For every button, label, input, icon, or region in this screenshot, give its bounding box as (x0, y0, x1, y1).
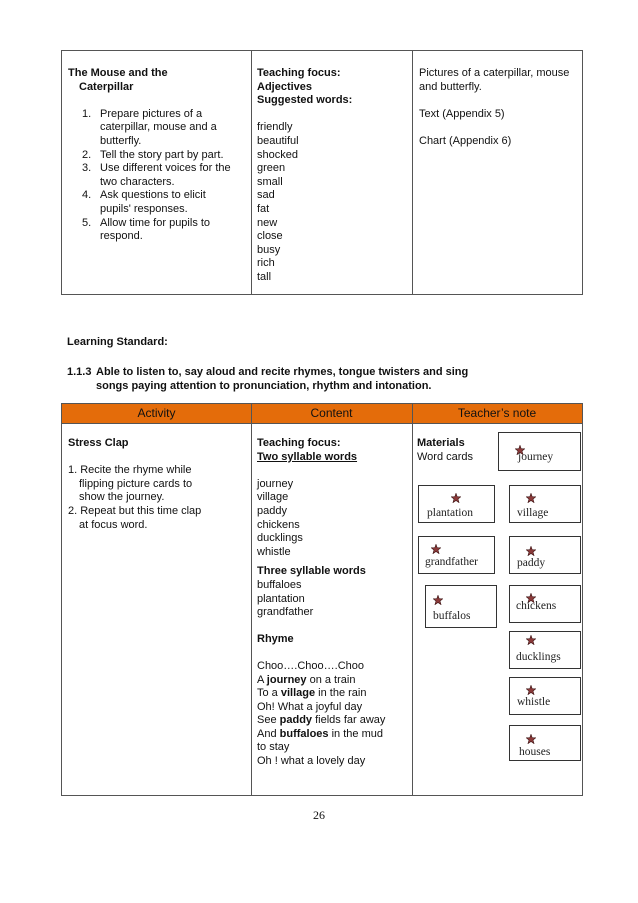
rhyme-segment: Oh ! what a lovely day (257, 755, 366, 768)
word-card-label: whistle (517, 696, 551, 708)
lesson-step (68, 149, 248, 163)
rhyme-text (257, 660, 409, 769)
rhyme-segment: A (257, 673, 267, 686)
activity-title: Stress Clap (68, 437, 129, 449)
rhyme-focus-word: buffaloes (279, 727, 329, 740)
content-cell (257, 437, 409, 769)
lesson-title: The Mouse and the (68, 67, 168, 79)
two-syllable-list (257, 478, 409, 560)
lesson-activity-cell (68, 67, 248, 244)
word-card-journey (498, 432, 581, 471)
suggested-word: beautiful (257, 134, 299, 147)
step-text: butterfly. (100, 134, 142, 147)
star-icon (526, 734, 536, 744)
suggested-words-list (257, 121, 407, 284)
word-card-grandfather (418, 536, 495, 574)
materials-text: and butterfly. (419, 80, 482, 93)
column-divider (251, 51, 252, 294)
three-syllable-list (257, 579, 409, 620)
rhyme-line (257, 741, 409, 755)
lesson-step (68, 189, 248, 216)
two-syllable-word: village (257, 491, 289, 504)
word-card-label: paddy (517, 557, 546, 569)
page-number: 26 (313, 808, 325, 822)
activity-step-text: at focus word. (79, 518, 148, 531)
three-syllable-word: plantation (257, 592, 305, 605)
two-syllable-label: Two syllable words (257, 450, 358, 463)
star-icon (433, 595, 443, 605)
suggested-word: busy (257, 243, 281, 256)
rhyme-focus-word: journey (266, 673, 307, 686)
word-card-chickens (509, 585, 581, 623)
suggested-word: sad (257, 189, 275, 202)
activity-steps-list (68, 464, 248, 532)
suggested-word: tall (257, 270, 272, 283)
suggested-word: shocked (257, 148, 298, 161)
three-syllable-word: buffaloes (257, 578, 302, 591)
step-number: 3. (82, 162, 92, 175)
step-number: 1. (82, 107, 92, 120)
three-syllable-word: grandfather (257, 606, 314, 619)
activity-step-text: 2. Repeat but this time clap (68, 504, 202, 517)
materials-value: Word cards (417, 450, 474, 463)
rhyme-segment: See (257, 714, 280, 727)
lesson-step (68, 108, 248, 149)
materials-label: Materials (417, 437, 465, 449)
two-syllable-word: paddy (257, 504, 287, 517)
rhyme-segment: Oh! What a joyful day (257, 700, 363, 713)
step-number: 2. (82, 148, 92, 161)
learning-standard-line: songs paying attention to pronunciation, rhythm and intonation. (96, 379, 432, 392)
step-text: Allow time for pupils to (100, 216, 211, 229)
column-divider (251, 404, 252, 795)
star-icon (431, 544, 441, 554)
word-card-label: journey (518, 451, 554, 463)
step-text: Ask questions to elicit (100, 189, 206, 202)
lesson-step (68, 162, 248, 189)
step-text: Tell the story part by part. (100, 148, 224, 161)
rhyme-line (257, 755, 409, 769)
table-header (62, 404, 582, 424)
word-card-village (509, 485, 581, 523)
lesson-title: Caterpillar (79, 80, 134, 93)
rhyme-line (257, 687, 409, 701)
two-syllable-word: chickens (257, 518, 300, 531)
word-card-label: plantation (427, 507, 473, 519)
step-number: 5. (82, 216, 92, 229)
star-icon (526, 493, 536, 503)
star-icon (526, 685, 536, 695)
word-card-label: houses (519, 746, 551, 758)
two-syllable-word: journey (257, 477, 294, 490)
word-card-plantation (418, 485, 495, 523)
word-card-label: buffalos (433, 610, 471, 622)
rhyme-line (257, 728, 409, 742)
suggested-label: Suggested words: (257, 94, 353, 107)
word-card-label: grandfather (425, 556, 478, 568)
two-syllable-word: whistle (257, 545, 291, 558)
suggested-word: close (257, 230, 283, 243)
lesson-table (61, 50, 583, 295)
learning-standard-line: Able to listen to, say aloud and recite rhymes, tongue twisters and sing (96, 366, 469, 378)
three-syllable-label: Three syllable words (257, 565, 366, 578)
step-text: caterpillar, mouse and a (100, 121, 217, 134)
rhyme-line (257, 701, 409, 715)
step-text: pupils' responses. (100, 202, 188, 215)
star-icon (451, 493, 461, 503)
rhyme-line (257, 714, 409, 728)
suggested-word: green (257, 162, 286, 175)
word-card-houses (509, 725, 581, 761)
suggested-word: rich (257, 257, 275, 270)
rhyme-segment: And (257, 727, 280, 740)
rhyme-segment: in the mud (328, 727, 383, 740)
two-syllable-word: ducklings (257, 532, 303, 545)
lesson-steps-list (68, 108, 248, 244)
step-text: Prepare pictures of a (100, 107, 203, 120)
lesson-step (68, 217, 248, 244)
word-card-paddy (509, 536, 581, 574)
rhyme-label: Rhyme (257, 632, 294, 645)
activity-table (61, 403, 583, 796)
step-text: Use different voices for the (100, 162, 231, 175)
materials-appendix: Text (Appendix 5) (419, 107, 505, 120)
learning-standard-code: 1.1.3 (67, 366, 92, 378)
focus-label: Teaching focus: (257, 437, 341, 449)
rhyme-focus-word: paddy (279, 714, 313, 727)
rhyme-segment: in the rain (315, 687, 367, 700)
word-card-label: village (517, 507, 549, 519)
rhyme-focus-word: village (280, 687, 316, 700)
rhyme-segment: To a (257, 687, 281, 700)
activity-step-text: 1. Recite the rhyme while (68, 464, 192, 477)
activity-step-text: flipping picture cards to (79, 477, 193, 490)
lesson-content-cell (257, 67, 407, 285)
rhyme-segment: to stay (257, 741, 290, 754)
step-text: two characters. (100, 175, 175, 188)
learning-standard-label: Learning Standard: (67, 336, 168, 348)
suggested-word: new (257, 216, 278, 229)
star-icon (526, 635, 536, 645)
rhyme-segment: fields far away (312, 714, 386, 727)
suggested-word: friendly (257, 121, 293, 134)
focus-label: Teaching focus: (257, 67, 341, 79)
word-card-ducklings (509, 631, 581, 669)
header-activity: Activity (137, 406, 176, 420)
step-text: respond. (100, 230, 143, 243)
learning-standard-text (96, 366, 536, 393)
note-cell (417, 437, 507, 464)
activity-step-text: show the journey. (79, 491, 165, 504)
focus-value: Adjectives (257, 80, 313, 93)
rhyme-segment: Choo….Choo….Choo (257, 659, 365, 672)
lesson-materials-cell (419, 67, 579, 149)
suggested-word: small (257, 175, 283, 188)
step-number: 4. (82, 189, 92, 202)
header-teachers-note: Teacher’s note (457, 406, 537, 420)
rhyme-line (257, 674, 409, 688)
word-card-label: ducklings (516, 651, 561, 663)
column-divider (412, 51, 413, 294)
star-icon (526, 546, 536, 556)
materials-appendix: Chart (Appendix 6) (419, 134, 512, 147)
column-divider (412, 404, 413, 795)
rhyme-line (257, 660, 409, 674)
word-card-buffalos (425, 585, 497, 628)
word-card-whistle (509, 677, 581, 715)
activity-cell (68, 437, 248, 532)
header-content: Content (310, 406, 353, 420)
rhyme-segment: on a train (306, 673, 356, 686)
materials-text: Pictures of a caterpillar, mouse (419, 67, 570, 79)
word-card-label: chickens (516, 600, 557, 612)
suggested-word: fat (257, 202, 270, 215)
